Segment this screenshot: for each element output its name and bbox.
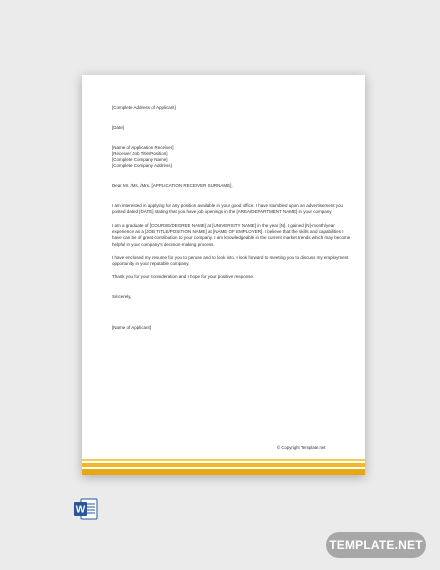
microsoft-word-icon [73, 496, 99, 522]
letter-date: [Date] [112, 124, 125, 130]
paragraph-interest: I am interested in applying for any position available in your good office. I have stumbled upon an advertisement you posted dated [DATE] stating that you have job openings in the [AREA/DEPARTMENT NAME] in your company. [112, 203, 344, 215]
stripe-dark [82, 469, 365, 475]
signature-name: [Name of Applicant] [112, 324, 152, 330]
salutation: Dear Mr. /Ms. /Mrs. [APPLICATION RECEIVER SURNAME], [112, 183, 233, 189]
copyright-notice: © Copyright Template.net [277, 445, 326, 450]
stripe-mid [82, 463, 365, 467]
paragraph-thanks: Thank you for your consideration and I hope for your positive response. [112, 274, 255, 280]
word-icon-letter: W [75, 504, 86, 516]
footer-stripes [82, 459, 365, 475]
letter-body [112, 105, 352, 331]
paragraph-resume: I have enclosed my resume for you to peruse and to look into. I look forward to meeting you to discuss my employment opportunity in your reputable company. [112, 254, 349, 267]
applicant-address: [Complete Address of Applicant] [112, 105, 176, 110]
letter-page [82, 75, 365, 475]
stripe-light [82, 459, 365, 461]
company-address: [Complete Company Address] [112, 163, 172, 169]
paragraph-qualifications: I am a graduate of [COURSE/DEGREE NAME] at [UNIVERSITY NAME] in the year [N]. I gained [N]-month/year experience as a [JOB TITLE/POSITION NAME] at [NAME OF EMPLOYER]. I believe that the skills and capabilities I have can be of great contribution to your company. I am knowledgeable in the current market trends which may become helpful in your company's decision-making process. [112, 222, 351, 247]
company-name: [Complete Company Name] [112, 157, 168, 163]
closing: Sincerely, [112, 294, 132, 300]
receiver-name: [Name of Application Receiver] [112, 144, 174, 150]
word-icon-graphic [73, 496, 99, 522]
receiver-title: [Receiver Job Title/Position] [112, 150, 168, 156]
template-net-badge[interactable]: TEMPLATE.NET [326, 532, 426, 558]
